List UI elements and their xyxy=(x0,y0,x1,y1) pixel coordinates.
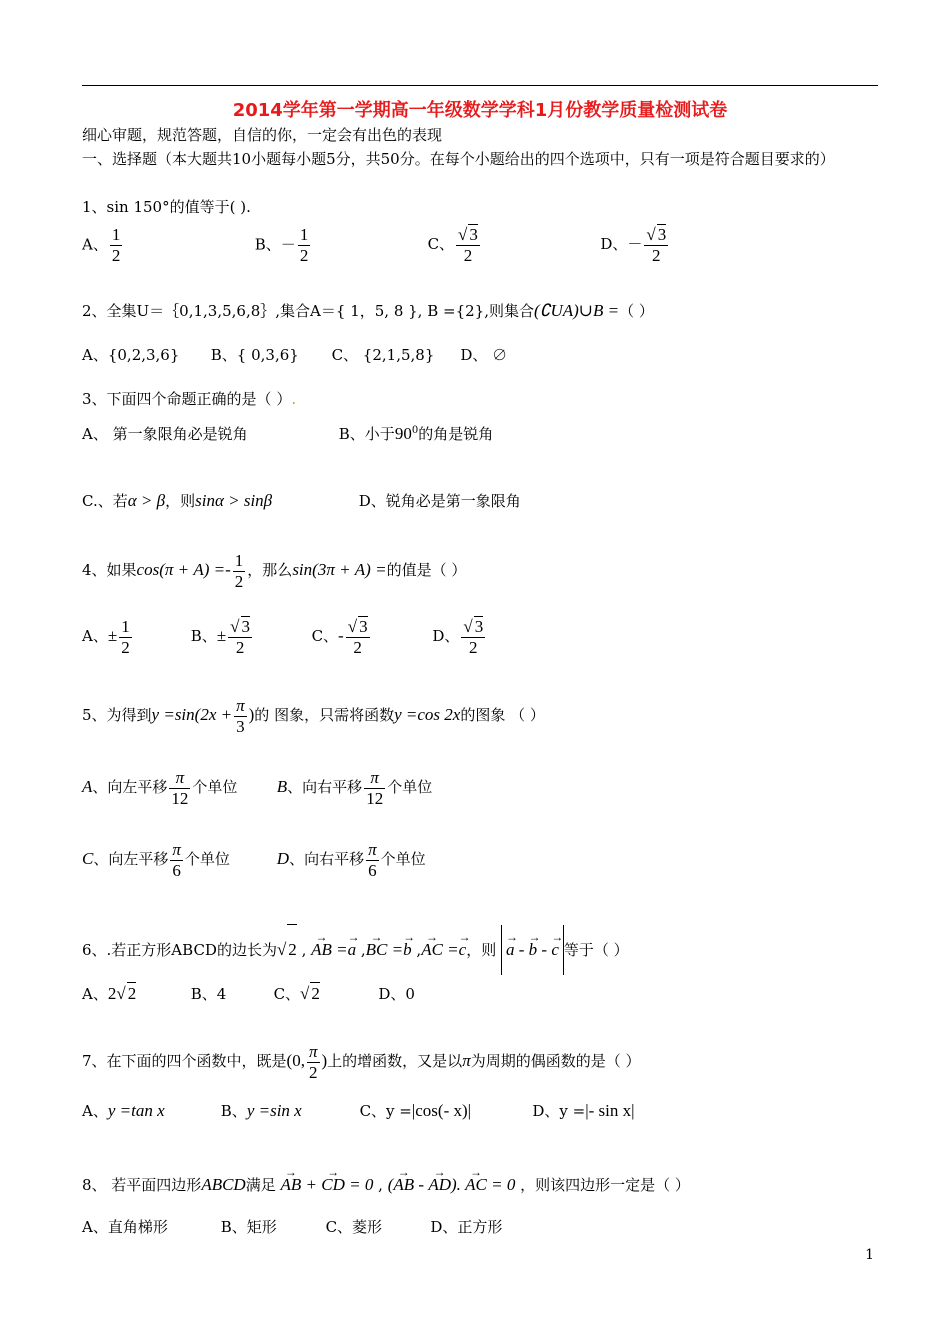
q2-option-d: D、 ∅ xyxy=(460,346,508,364)
q3-option-c: C.、若α > β，则sinα > sinβ xyxy=(82,491,273,510)
q3-option-b: B、小于$90^0$的角是锐角 xyxy=(338,424,494,443)
q6-option-b: B、4 xyxy=(190,985,227,1003)
q4-option-b: B、± $\frac{√ 3}{2}$ xyxy=(190,617,250,657)
page-title: 2014学年第一学期高一年级数学学科1月份教学质量检测试卷 xyxy=(232,100,728,121)
q8-option-b: B、矩形 xyxy=(220,1218,277,1236)
q3-options-ab xyxy=(82,420,493,445)
q1-options xyxy=(82,224,670,266)
q1-option-a-value: $\frac{1}{2}$ xyxy=(111,224,121,265)
q8-option-c: C、菱形 xyxy=(325,1218,383,1236)
q2-expression: (∁UA)∪B = xyxy=(533,301,620,320)
q1-option-c-value: $\frac{√ 3}{2}$ xyxy=(458,225,478,265)
q8-option-d: D、正方形 xyxy=(430,1218,503,1236)
q5-option-c: C、向左平移 $\frac{\pi}{6}$ 个单位 xyxy=(82,839,230,880)
q6-option-d: D、0 xyxy=(378,985,415,1003)
q1-option-b-value: $\frac{1}{2}$ xyxy=(299,224,309,265)
q7-option-d: D、y =|- sin x| xyxy=(532,1101,635,1120)
q6-stem: 6、.若正方形ABCD的边长为√ 2 , → AB =→ a ,→ BC =→ b ,→ AC =→ c，则 → a - → b - → c 等于（ ） xyxy=(82,924,629,975)
q3-stem: 3、下面四个命题正确的是（ ）. xyxy=(82,390,297,408)
q4-option-c: C、- $\frac{√ 3}{2}$ xyxy=(311,617,368,657)
q5-stem: 5、为得到y =sin(2x + $\frac{\pi}{3}$ )的 图象，只需将函数y =cos 2x的图象 （ ） xyxy=(82,695,545,736)
q2-option-a: A、{0,2,3,6} xyxy=(82,346,180,364)
q7-option-b: B、y =sin x xyxy=(220,1101,302,1120)
q4-options xyxy=(82,614,487,658)
q4-option-d: D、 $\frac{√ 3}{2}$ xyxy=(432,617,484,657)
q1-option-d-value: $\frac{√ 3}{2}$ xyxy=(646,225,667,265)
q1-option-b-label: B、－ xyxy=(254,235,296,253)
q4-stem: 4、如果cos(π + A) =- $\frac{1}{2}$ ，那么sin(3π + A) =的值是（ ） xyxy=(82,550,467,591)
q7-options xyxy=(82,1100,635,1122)
motto: 细心审题，规范答题，自信的你，一定会有出色的表现 xyxy=(82,126,443,144)
q5-option-b: B、向右平移 $\frac{\pi}{12}$ 个单位 xyxy=(276,767,433,808)
q6-option-c: C、√ 2 xyxy=(273,984,320,1003)
q2-options xyxy=(82,344,507,366)
q8-stem: 8、 若平面四边形ABCD满足 → AB + → CD = 0 , (→ AB - → AD). → AC = 0 ，则该四边形一定是（ ） xyxy=(82,1160,690,1210)
q2-option-b: B、{ 0,3,6} xyxy=(210,346,299,364)
q1-option-d-label: D、－ xyxy=(600,235,643,253)
q8-options xyxy=(82,1216,502,1238)
q6-option-a: A、2√ 2 xyxy=(82,984,137,1003)
section-heading: 一、选择题（本大题共10小题每小题5分，共50分。在每个小题给出的四个选项中，只有一项是符合题目要求的） xyxy=(82,150,835,168)
q8-option-a: A、直角梯形 xyxy=(82,1218,168,1236)
q3-option-a: A、 第一象限角必是锐角 xyxy=(82,425,248,443)
q7-option-a: A、y =tan x xyxy=(82,1101,165,1120)
q1-option-a-label: A、 xyxy=(82,235,108,253)
q5-options-cd xyxy=(82,834,426,884)
page-number: 1 xyxy=(865,1247,874,1263)
q3-options-cd xyxy=(82,490,521,512)
q3-option-d: D、锐角必是第一象限角 xyxy=(358,492,521,510)
q4-option-a: A、± $\frac{1}{2}$ xyxy=(82,616,130,657)
q2-stem: 2、全集U＝｛0,1,3,5,6,8｝,集合A＝{ 1，5, 8 }, B ={2},则集合(∁UA)∪B =（ ） xyxy=(82,301,654,320)
q5-option-d: D、向右平移 $\frac{\pi}{6}$ 个单位 xyxy=(276,839,426,880)
q1-option-c-label: C、 xyxy=(427,235,455,253)
q7-stem: 7、在下面的四个函数中，既是(0, $\frac{\pi}{2}$ )上的增函数，又是以π为周期的偶函数的是（ ） xyxy=(82,1041,641,1082)
q5-options-ab xyxy=(82,762,432,812)
q1-stem: 1、sin 150°的值等于( ). xyxy=(82,198,251,216)
q6-options xyxy=(82,982,415,1005)
header-rule xyxy=(82,85,878,86)
q6-vector-norm: → a - → b - → c xyxy=(501,925,564,975)
q7-option-c: C、y =|cos(- x)| xyxy=(359,1101,472,1120)
q5-option-a: A、向左平移 $\frac{\pi}{12}$ 个单位 xyxy=(82,767,238,808)
q2-option-c: C、 {2,1,5,8} xyxy=(331,346,435,364)
